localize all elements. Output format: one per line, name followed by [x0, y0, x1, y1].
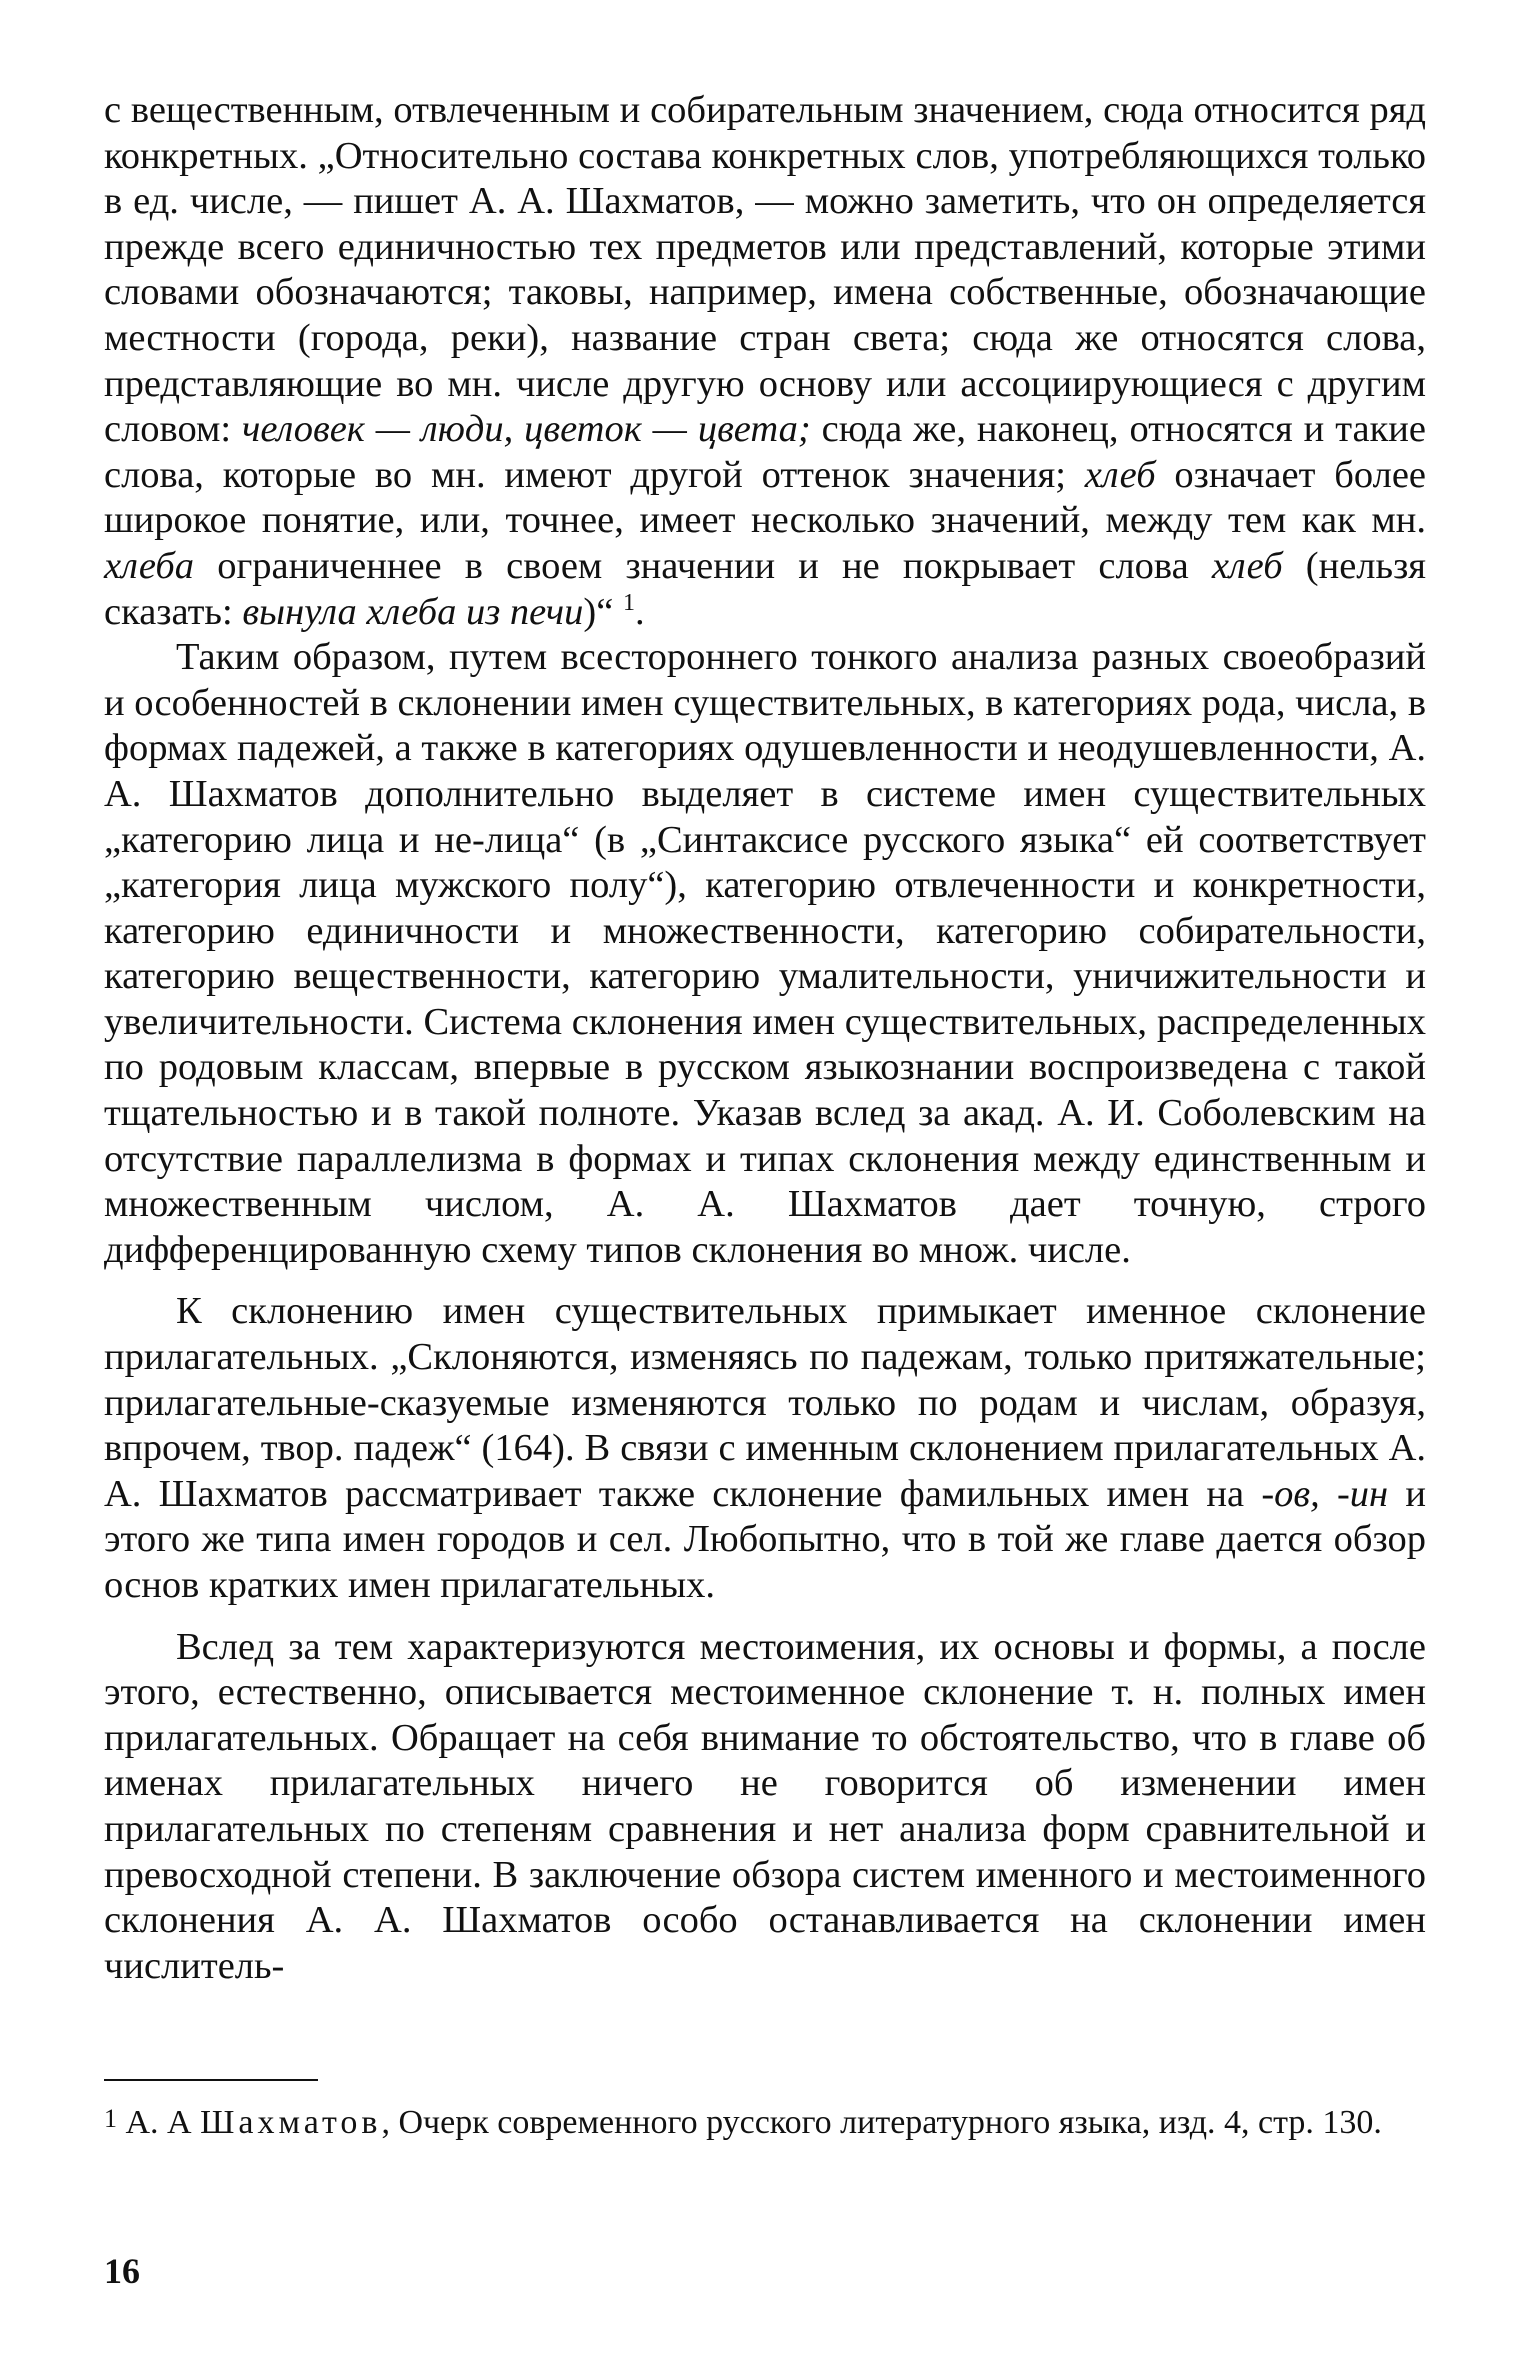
footnote	[104, 2098, 1426, 2144]
paragraph	[104, 88, 1426, 635]
paragraph-gap	[104, 1609, 1426, 1625]
page-number: 16	[104, 2251, 140, 2291]
italic-text: хлеб	[1211, 544, 1283, 587]
italic-text: хлеб	[1084, 453, 1156, 496]
text-column	[104, 88, 1426, 1989]
italic-text: вынула хлеба из печи	[242, 590, 584, 633]
text-run: .	[634, 590, 645, 633]
footnote-author: Шахматов	[200, 2104, 382, 2141]
text-run: К склонению имен существительных примыкает именное склонение прилагательных. „Склоняются, изменяясь по падежам, только притяжательные; прилагательные-сказуемые изменяются только по родам и числам, образуя, впрочем, твор. падеж“ (164). В связи с именным склонением прилагательных А. А. Шахматов рассматривает также склонение фамильных имен на	[104, 1290, 1426, 1515]
page-body	[104, 88, 1426, 1989]
text-run: ограниченнее в своем значении и не покрывает слова	[194, 544, 1212, 587]
footnote-marker: 1	[104, 2104, 117, 2133]
footnote-author-prefix: А. А	[125, 2104, 201, 2141]
text-run: Вслед за тем характеризуются местоимения, их основы и формы, а после этого, естественно, описывается местоименное склонение т. н. полных имен прилагательных. Обращает на себя внимание то обстоятельство, что в главе об именах прилагательных ничего не говорится об изменении имен прилагательных по степеням сравнения и нет анализа форм сравнительной и превосходной степени. В заключение обзора систем именного и местоименного склонения А. А. Шахматов особо останавливается на склонении имен числитель-	[104, 1625, 1426, 1987]
footnote-rule	[104, 2079, 318, 2081]
footnote-reference: 1	[622, 589, 635, 616]
paragraph	[104, 1289, 1426, 1608]
text-run: означает более широкое понятие, или, точнее, имеет несколько значений, между тем как мн.	[104, 453, 1426, 542]
footnote-citation: , Очерк современного русского литературного языка, изд. 4, стр. 130.	[381, 2104, 1382, 2141]
paragraph-gap	[104, 1273, 1426, 1289]
text-run: и этого же типа имен городов и сел. Любопытно, что в той же главе дается обзор основ кратких имен прилагательных.	[104, 1472, 1426, 1606]
italic-text: хлеба	[104, 544, 195, 587]
italic-text: -ов, -ин	[1261, 1472, 1389, 1515]
paragraph	[104, 1625, 1426, 1990]
text-run: с вещественным, отвлеченным и собирательным значением, сюда относится ряд конкретных. „Относительно состава конкретных слов, употребляющихся только в ед. числе, — пишет А. А. Шахматов, — можно заметить, что он определяется прежде всего единичностью тех предметов или представлений, которые этими словами обозначаются; таковы, например, имена собственные, обозначающие местности (города, реки), название стран света; сюда же относятся слова, представляющие во мн. числе другую основу или ассоциирующиеся с другим словом:	[104, 89, 1426, 451]
text-run: (нельзя сказать:	[104, 544, 1426, 633]
text-run: Таким образом, путем всестороннего тонкого анализа разных своеобразий и особенностей в склонении имен существительных, в категориях рода, числа, в формах падежей, а также в категориях одушевленности и неодушевленности, А. А. Шахматов дополнительно выделяет в системе имен существительных „категорию лица и не-лица“ (в „Синтаксисе русского языка“ ей соответствует „категория лица мужского полу“), категорию отвлеченности и конкретности, категорию единичности и множественности, категорию собирательности, категорию вещественности, категорию умалительности, уничижительности и увеличительности. Система склонения имен существительных, распределенных по родовым классам, впервые в русском языкознании воспроизведена с такой тщательностью и в такой полноте. Указав вслед за акад. А. И. Соболевским на отсутствие параллелизма в формах и типах склонения между единственным и множественным числом, А. А. Шахматов дает точную, строго дифференцированную схему типов склонения во множ. числе.	[104, 636, 1426, 1271]
italic-text: человек — люди, цветок — цвета;	[241, 408, 811, 451]
text-run: сюда же, наконец, относятся и такие слова, которые во мн. имеют другой оттенок значения;	[104, 408, 1426, 496]
paragraph	[104, 635, 1426, 1273]
text-run: )“	[583, 590, 623, 633]
